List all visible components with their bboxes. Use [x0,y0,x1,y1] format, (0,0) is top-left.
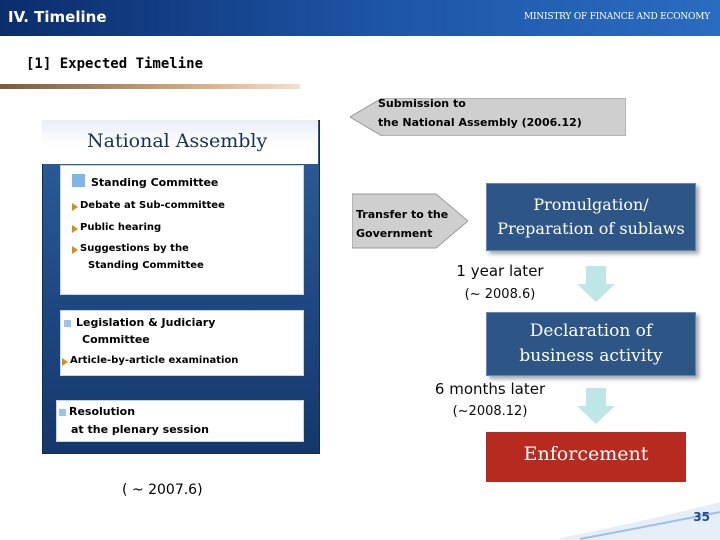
square-bullet-icon [64,320,71,327]
promulgation-line1: Promulgation/ [533,195,649,214]
declaration-line2: business activity [519,346,663,366]
six-months-date: (~2008.12) [452,404,528,419]
legislation-heading-line2: Committee [82,333,150,346]
legislation-item: Article-by-article examination [70,355,239,366]
resolution-line1: Resolution [69,405,136,418]
transfer-line2: Government [356,227,433,240]
one-year-label: 1 year later [456,262,544,280]
promulgation-box [486,183,696,251]
declaration-line1: Declaration of [529,321,653,341]
enforcement-box: Enforcement [486,432,686,482]
section-title: IV. Timeline [8,8,107,26]
page-number: 35 [693,510,710,524]
triangle-bullet-icon [72,203,78,211]
promulgation-line2: Preparation of sublaws [497,219,685,238]
standing-committee-heading: Standing Committee [91,176,219,189]
standing-item-suggestions: Suggestions by the [80,243,189,254]
subtitle-underline [0,84,300,89]
standing-item-debate: Debate at Sub-committee [80,200,225,211]
declaration-box [486,312,696,376]
triangle-bullet-icon [72,246,78,254]
square-bullet-icon [59,409,66,416]
standing-item-hearing: Public hearing [80,222,162,233]
six-months-label: 6 months later [434,380,546,398]
square-bullet-icon [72,174,85,187]
triangle-bullet-icon [72,225,78,233]
transfer-line1: Transfer to the [356,208,449,221]
legislation-heading-line1: Legislation & Judiciary [76,316,216,329]
page-subtitle: [1] Expected Timeline [26,56,204,72]
one-year-date: (~ 2008.6) [464,287,536,302]
ministry-label: MINISTRY OF FINANCE AND ECONOMY [523,12,710,22]
submission-line1: Submission to [378,97,466,110]
down-arrow-icon [577,266,615,302]
down-arrow-icon [577,388,615,424]
submission-line2: the National Assembly (2006.12) [378,116,582,129]
national-assembly-title: National Assembly [87,130,268,152]
resolution-line2: at the plenary session [71,423,209,436]
assembly-deadline: ( ~ 2007.6) [122,482,203,498]
triangle-bullet-icon [62,358,68,366]
standing-item-suggestions-cont: Standing Committee [88,260,204,271]
transfer-arrow [352,190,468,252]
